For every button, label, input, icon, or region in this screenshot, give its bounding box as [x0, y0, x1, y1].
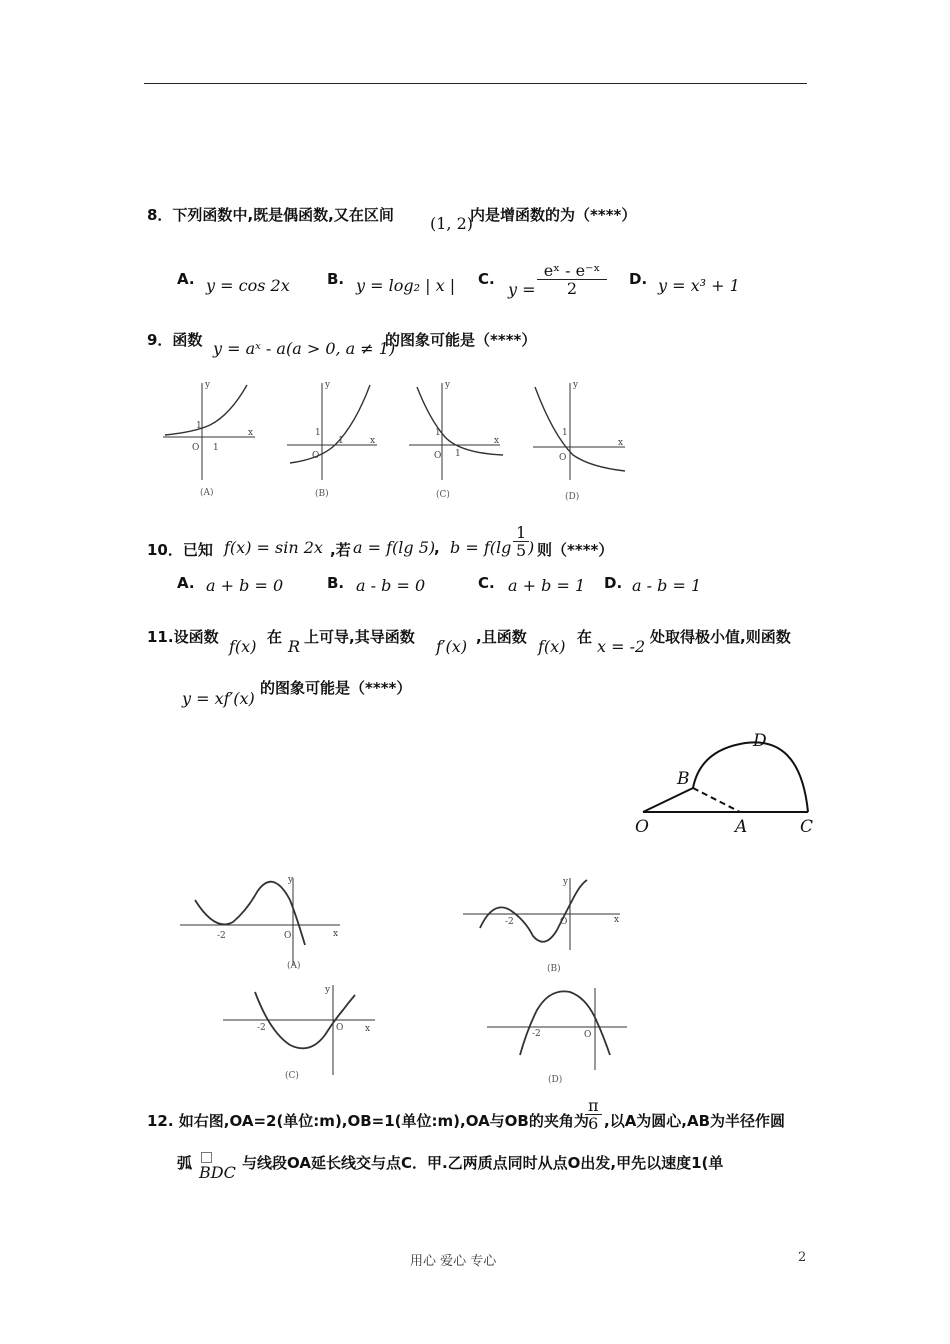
q9-a-y-label: y: [205, 380, 211, 390]
q9-b-origin: O: [312, 451, 320, 461]
q9-label-d: (D): [565, 492, 580, 502]
q11-x-value: x = -2: [597, 637, 646, 656]
point-d-label: D: [753, 731, 767, 751]
point-c-label: C: [800, 817, 814, 837]
q11-label-b: (B): [547, 964, 561, 974]
q10-b-numerator: 1: [513, 525, 529, 542]
arc-symbol-icon: [201, 1152, 212, 1163]
q9-c-y-label: y: [445, 380, 451, 390]
q11-line2-formula: y = xf′(x): [182, 689, 255, 708]
q8-option-d-letter: D.: [629, 270, 648, 288]
q9-b-one: 1: [338, 436, 344, 446]
q12-angle-denominator: 6: [588, 1114, 599, 1133]
point-b-label: B: [677, 769, 690, 789]
q10-b-pre: b = f(lg: [450, 538, 512, 557]
q11-d-neg-two: -2: [532, 1029, 541, 1039]
q10-option-b-letter: B.: [327, 574, 345, 592]
q9-a-y-one: 1: [196, 421, 202, 431]
q11-text-6: 处取得极小值,则函数: [650, 628, 791, 646]
q9-label-c: (C): [436, 490, 450, 500]
q10-a: a = f(lg 5): [353, 538, 436, 557]
q11-d-origin: O: [584, 1030, 592, 1040]
q12-figure: [625, 722, 840, 840]
q9-b-y-one: 1: [315, 428, 321, 438]
q9-c-x-label: x: [494, 436, 500, 446]
q10-comma: ,: [434, 539, 440, 557]
q11-text-5: 在: [577, 628, 593, 646]
q9-b-x-label: x: [370, 436, 376, 446]
q12-text-3: 与线段OA延长线交与点C．甲.乙两质点同时从点O出发,甲先以速度1(单: [242, 1154, 724, 1172]
q10-option-c-letter: C.: [478, 574, 495, 592]
q9-d-y-one: 1: [562, 428, 568, 438]
q8-option-a: y = cos 2x: [206, 276, 290, 295]
q11-text-3: 上可导,其导函数: [304, 628, 415, 646]
q9-stem: 9．函数: [147, 331, 203, 349]
q10-b-post: ): [528, 538, 535, 557]
q8-option-c-numerator: eˣ - e⁻ˣ: [537, 263, 607, 280]
q9-formula: y = aˣ - a(a > 0, a ≠ 1): [213, 339, 396, 358]
q9-graphs: [155, 375, 635, 505]
header-rule: [144, 83, 807, 84]
q9-d-y-label: y: [573, 380, 579, 390]
q8-option-a-letter: A.: [177, 270, 195, 288]
point-o-label: O: [635, 817, 649, 837]
q8-option-c-lhs: y =: [508, 280, 536, 299]
q11-R: R: [288, 637, 301, 656]
q9-b-y-label: y: [325, 380, 331, 390]
q11-b-origin: O: [560, 917, 568, 927]
q9-a-one: 1: [213, 443, 219, 453]
q10-option-a: a + b = 0: [206, 576, 284, 595]
segment-ab-dashed: [693, 788, 740, 812]
q8-option-c-letter: C.: [478, 270, 495, 288]
q11-a-neg-two: -2: [217, 931, 226, 941]
q9-c-y-one: 1: [435, 428, 441, 438]
q11-a-origin: O: [284, 931, 292, 941]
q9-stem-end: 的图象可能是（****）: [385, 331, 537, 349]
arc-bdc: [693, 742, 808, 812]
q11-a-y-label: y: [288, 875, 294, 885]
q11-c-origin: O: [336, 1023, 344, 1033]
q12-text-1: 12. 如右图,OA=2(单位:m),OB=1(单位:m),OA与OB的夹角为: [147, 1112, 589, 1130]
q9-label-b: (B): [315, 489, 329, 499]
q11-text-1: 11.设函数: [147, 628, 219, 646]
q10-stem-end: 则（****）: [537, 541, 614, 559]
q8-option-d: y = x³ + 1: [658, 276, 740, 295]
q11-d-curve: [520, 991, 610, 1055]
q10-option-b: a - b = 0: [356, 576, 426, 595]
q11-b-x-label: x: [614, 915, 620, 925]
q11-b-curve: [480, 880, 587, 942]
q8-option-c-fraction: [537, 263, 607, 298]
q12-angle-numerator: π: [585, 1098, 602, 1115]
q9-d-x-label: x: [618, 438, 624, 448]
q11-b-y-label: y: [563, 877, 569, 887]
page-number: 2: [798, 1250, 807, 1265]
q11-c-y-label: y: [325, 985, 331, 995]
q9-a-x-label: x: [248, 428, 254, 438]
q12-angle-fraction: [585, 1098, 602, 1133]
q11-c-x-label: x: [365, 1024, 371, 1034]
q9-d-curve: [535, 387, 625, 471]
q10-b-denominator: 5: [516, 541, 527, 560]
q11-fx: f(x): [229, 637, 257, 656]
q8-interval: (1, 2): [430, 214, 474, 233]
q11-fx-2: f(x): [538, 637, 566, 656]
q11-text-2: 在: [267, 628, 283, 646]
segment-ob: [643, 788, 693, 812]
q11-label-d: (D): [548, 1075, 563, 1085]
q8-option-c-denominator: 2: [566, 279, 578, 298]
q9-b-curve: [290, 385, 370, 463]
q11-graphs: [175, 870, 640, 1090]
q11-label-c: (C): [285, 1071, 299, 1081]
q8-option-b-letter: B.: [327, 270, 345, 288]
q12-arc-name: BDC: [199, 1163, 236, 1182]
q11-a-x-label: x: [333, 929, 339, 939]
q12-arc-word: 弧: [177, 1154, 193, 1172]
q9-d-origin: O: [559, 453, 567, 463]
q11-line2-text: 的图象可能是（****）: [260, 679, 412, 697]
q8-stem-end: 内是增函数的为（****）: [470, 206, 637, 224]
q10-option-a-letter: A.: [177, 574, 195, 592]
q11-fpx: f′(x): [436, 637, 468, 656]
q10-option-d: a - b = 1: [632, 576, 702, 595]
q10-b-fraction: [513, 525, 529, 560]
q8-stem: 8．下列函数中,既是偶函数,又在区间: [147, 206, 394, 224]
q10-option-d-letter: D.: [604, 574, 623, 592]
q9-c-origin: O: [434, 451, 442, 461]
q9-a-curve: [165, 385, 247, 435]
q12-text-2: ,以A为圆心,AB为半径作圆: [604, 1112, 786, 1130]
q11-text-4: ,且函数: [476, 628, 527, 646]
q8-option-b: y = log₂ | x |: [356, 276, 456, 295]
q10-f: f(x) = sin 2x: [224, 538, 323, 557]
q11-c-neg-two: -2: [257, 1023, 266, 1033]
q11-b-neg-two: -2: [505, 917, 514, 927]
q9-label-a: (A): [200, 488, 214, 498]
footer-motto: 用心 爱心 专心: [410, 1254, 497, 1269]
q9-c-one: 1: [455, 449, 461, 459]
q9-a-origin: O: [192, 443, 200, 453]
q11-label-a: (A): [287, 961, 301, 971]
q10-option-c: a + b = 1: [508, 576, 586, 595]
q10-stem: 10．已知: [147, 541, 213, 559]
point-a-label: A: [735, 817, 748, 837]
q10-mid: ,若: [330, 541, 351, 559]
